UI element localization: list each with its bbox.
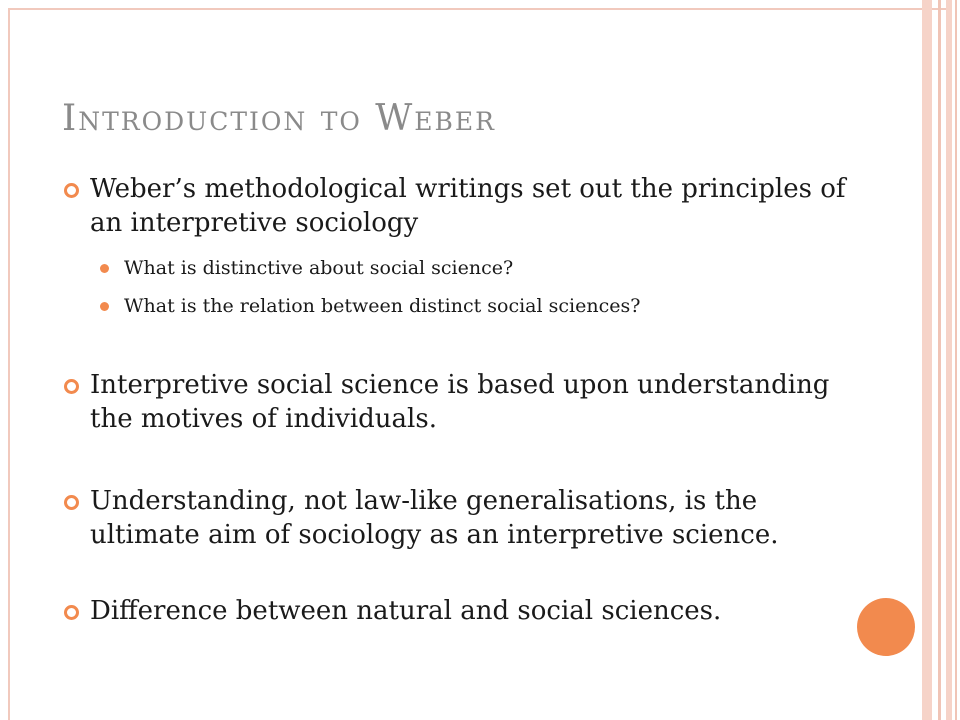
bullet-text: Understanding, not law-like generalisations, is the ultimate aim of sociology as an interpretive science. <box>90 486 779 550</box>
sub-bullet-text: What is the relation between distinct social sciences? <box>124 295 641 317</box>
decor-stripe <box>938 0 941 720</box>
ring-bullet-icon <box>64 605 79 620</box>
bullet-text: Weber’s methodological writings set out the principles of an interpretive sociology <box>90 174 846 238</box>
accent-circle <box>857 598 915 656</box>
bullet-list <box>62 172 852 628</box>
dot-bullet-icon <box>100 302 109 311</box>
sub-bullet-item <box>62 254 852 282</box>
decor-stripe <box>946 0 952 720</box>
bullet-text: Interpretive social science is based upon understanding the motives of individuals. <box>90 370 830 434</box>
sub-bullet-text: What is distinctive about social science? <box>124 257 514 279</box>
bullet-item <box>62 172 852 240</box>
bullet-item <box>62 484 852 552</box>
ring-bullet-icon <box>64 495 79 510</box>
decor-stripe <box>922 0 932 720</box>
dot-bullet-icon <box>100 264 109 273</box>
ring-bullet-icon <box>64 379 79 394</box>
ring-bullet-icon <box>64 183 79 198</box>
bullet-text: Difference between natural and social sciences. <box>90 596 722 626</box>
decor-stripe <box>955 0 957 720</box>
bullet-item <box>62 594 852 628</box>
slide-title: Introduction to Weber <box>62 98 497 139</box>
sub-bullet-item <box>62 292 852 320</box>
bullet-item <box>62 368 852 436</box>
